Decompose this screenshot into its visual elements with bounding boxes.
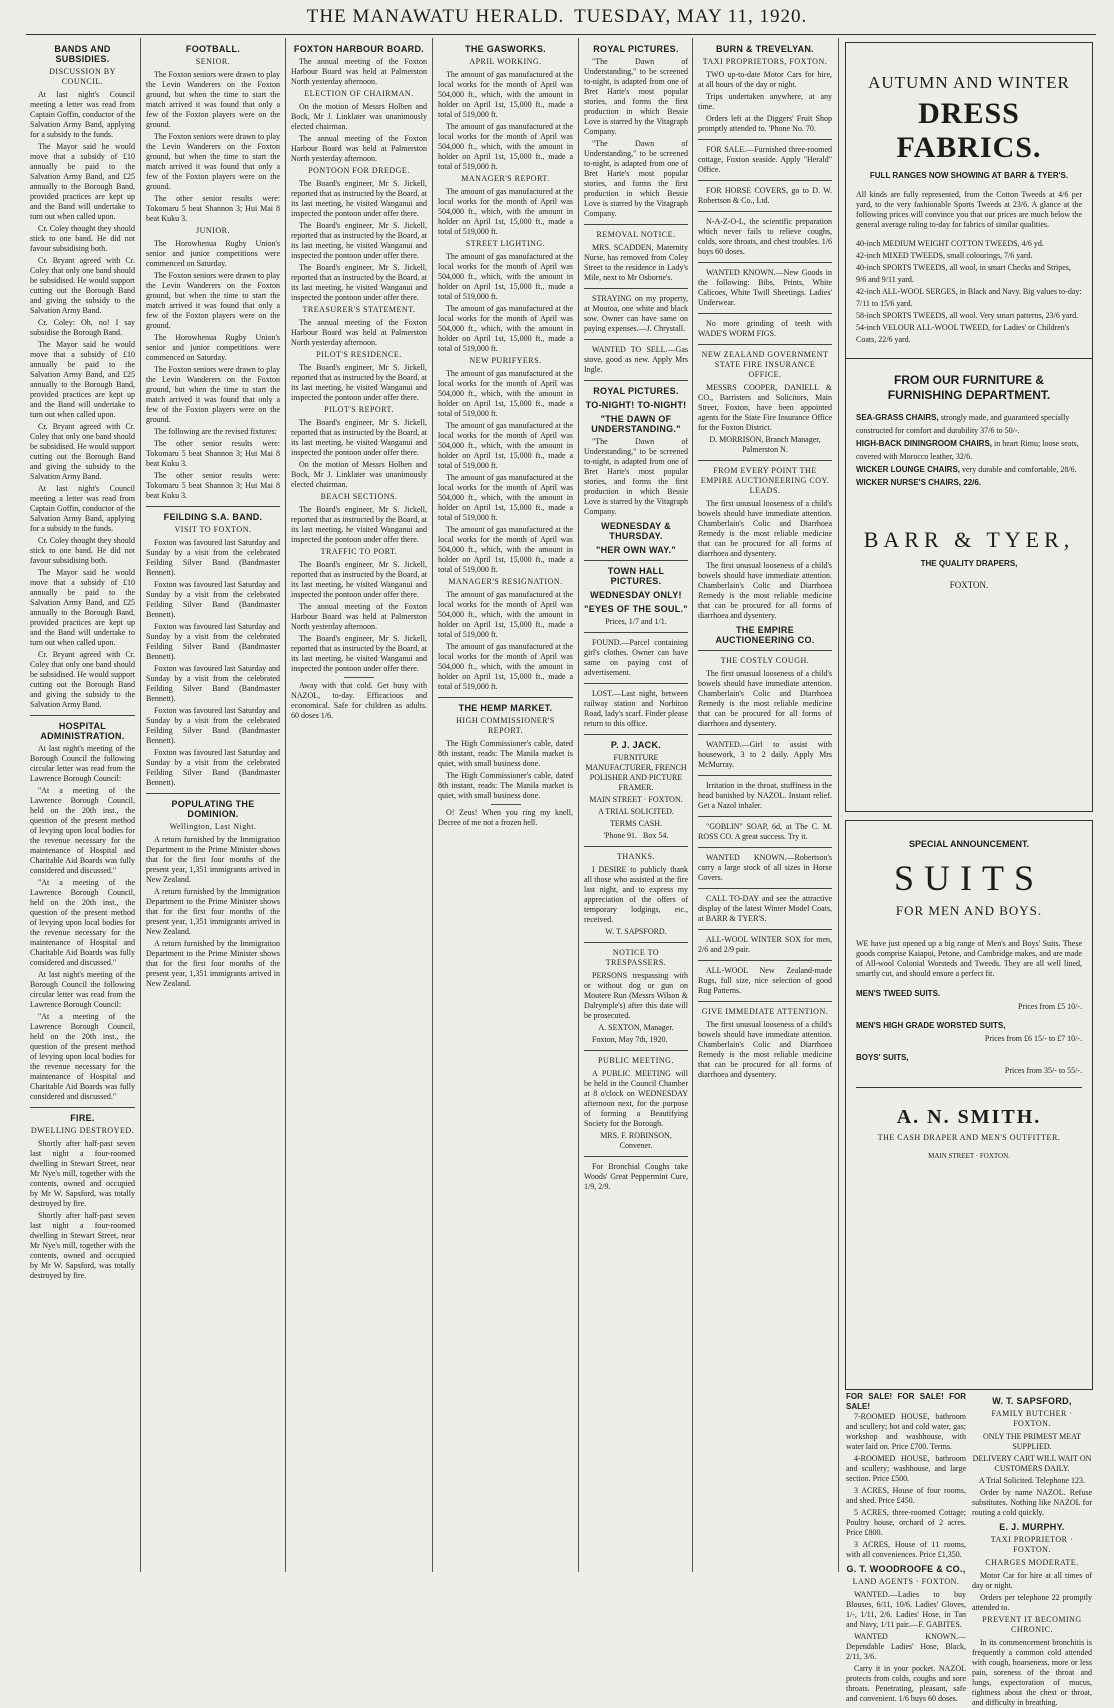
article-paragraph: The Mayor said he would move that a subsidy of £10 annually be paid to the Salvation Army Band, and £25 annually to the Borough Band, provided practices are kept up and the Band will undertake to turn out when called upon. bbox=[30, 142, 135, 221]
butcher-sub: FAMILY BUTCHER · FOXTON. bbox=[991, 1409, 1073, 1428]
article-paragraph: Cr. Bryant agreed with Cr. Coley that only one band should be subsidised. He would support cutting out the Borough Band and giving the subsidy to the Salvation Army Band. bbox=[30, 650, 135, 709]
classified-ad: Motor Car for hire at all times of day or night. bbox=[972, 1571, 1092, 1590]
classified-ad: I DESIRE to publicly thank all those who assisted at the fire last night, and to express my appreciation of the offers of temporary lodgings, etc., received. bbox=[584, 865, 688, 924]
for-sale-labels bbox=[846, 1392, 966, 1412]
divider bbox=[146, 506, 280, 507]
article-paragraph: The Foxton seniors were drawn to play the Levin Wanderers on the Foxton ground, but when the time to start the match arrived it was found that only a few of the Foxton players were on the ground. bbox=[146, 365, 280, 424]
empire-name: THE EMPIRE AUCTIONEERING CO. bbox=[715, 625, 815, 645]
cinema-tonight: TO-NIGHT! TO-NIGHT! bbox=[585, 400, 687, 410]
for-sale-label: FOR SALE! bbox=[897, 1392, 944, 1401]
price-line: 40-inch MEDIUM WEIGHT COTTON TWEEDS, 4/6 yd. bbox=[856, 239, 1044, 248]
smith-suits-advertisement bbox=[845, 820, 1093, 1390]
article-paragraph: Cr. Coley thought they should stick to one band. He did not favour subsidising both. bbox=[30, 536, 135, 565]
removal-notice-heading: REMOVAL NOTICE. bbox=[596, 230, 676, 239]
article-paragraph: A return furnished by the Immigration Department to the Prime Minister shows that for the first four months of the present year, 1,351 immigrants arrived in New Zealand. bbox=[146, 887, 280, 936]
subhead: VISIT TO FOXTON. bbox=[174, 525, 252, 534]
article-paragraph: The High Commissioner's cable, dated 8th instant, reads: The Manila market is quiet, with small business done. bbox=[438, 771, 573, 800]
article-paragraph: Cr. Bryant agreed with Cr. Coley that only one band should be subsidised. He would support cutting out the Borough Band and giving the subsidy to the Salvation Army Band. bbox=[30, 422, 135, 481]
headline-populating: POPULATING THE DOMINION. bbox=[171, 799, 255, 819]
divider bbox=[584, 1050, 688, 1051]
column-4 bbox=[438, 40, 573, 1570]
divider bbox=[698, 262, 832, 263]
town-hall-day: WEDNESDAY ONLY! bbox=[590, 590, 682, 600]
signature: D. MORRISON, Branch Manager, Palmerston N. bbox=[709, 435, 821, 454]
ad-body: WE have just opened up a big range of Men's and Boys' Suits. These goods comprise Kaiapoi, Petone, and Cambridge makes, and are made of All-wool Colonial Worsteds and Tweeds. They are all well lined, smartly cut, and should ensure a perfect fit. bbox=[856, 939, 1082, 978]
classified-ad: Order by name NAZOL. Refuse substitutes. Nothing like NAZOL for routing a cold quickly. bbox=[972, 1488, 1092, 1517]
article-paragraph: "The Dawn of Understanding," to be screened to-night, is adapted from one of Bret Harte's most popular stories, and forms the first production in which Bessie Love is starred by the Vitagraph Company. bbox=[584, 139, 688, 218]
headline-royal-pictures: ROYAL PICTURES. bbox=[593, 44, 679, 54]
divider bbox=[584, 1156, 688, 1157]
agent-name: G. T. WOODROOFE & CO., bbox=[846, 1564, 966, 1574]
furniture-item bbox=[846, 411, 1092, 437]
classified-ad: WANTED KNOWN.—Robertson's carry a large stock of all sizes in Horse Covers. bbox=[698, 853, 832, 882]
article-paragraph: On the motion of Messrs Holben and Bock, Mr J. Linklater was unanimously elected chairman. bbox=[291, 460, 427, 489]
butcher-column bbox=[972, 1392, 1092, 1707]
article-paragraph: A return furnished by the Immigration Department to the Prime Minister shows that for the first four months of the present year, 1,351 immigrants arrived in New Zealand. bbox=[146, 939, 280, 988]
article-paragraph: The other senior results were: Tokomaru 5 beat Shannon 3; Hui Mai 8 beat Kuku 3. bbox=[146, 439, 280, 468]
article-paragraph: The Board's engineer, Mr S. Jickell, reported that as instructed by the Board, at its last meeting, he visited Wanganui and inspected the pontoon under offer there. bbox=[291, 263, 427, 302]
article-paragraph: Cr. Coley thought they should stick to one band. He did not favour subsidising both. bbox=[30, 224, 135, 253]
subhead: TAXI PROPRIETORS, FOXTON. bbox=[702, 57, 828, 66]
furniture-item bbox=[846, 463, 1092, 476]
town-hall-film: "EYES OF THE SOUL." bbox=[584, 604, 688, 614]
jack-trade: FURNITURE MANUFACTURER, FRENCH POLISHER AND PICTURE FRAMER. bbox=[585, 753, 687, 792]
divider bbox=[584, 734, 688, 735]
signature: MRS. F. ROBINSON, Convener. bbox=[600, 1131, 672, 1150]
article-paragraph: Foxton was favoured last Saturday and Sunday by a visit from the celebrated Feilding Silver Band (Bandmaster Bennett). bbox=[146, 538, 280, 577]
article-paragraph: The Horowhenua Rugby Union's senior and junior competitions were commenced on Saturday. bbox=[146, 239, 280, 268]
cough-heading: THE COSTLY COUGH. bbox=[720, 656, 810, 665]
price-line: 40-inch SPORTS TWEEDS, all wool, in smart Checks and Stripes, 9/6 and 9/11 yard. bbox=[856, 263, 1071, 284]
column-5 bbox=[584, 40, 688, 1570]
price-line: 42-inch ALL-WOOL SERGES, in Black and Navy. Big values to-day: 7/11 to 15/6 yard. bbox=[856, 287, 1082, 308]
nazol-notice: Away with that cold. Get busy with NAZOL, to-day. Efficacious and economical. Safe for children as adults. 60 doses 1/6. bbox=[291, 681, 427, 720]
article-paragraph: The amount of gas manufactured at the local works for the month of April was 504,000 ft., which, with the amount in holder on April 1st, 15,000 ft., made a total of 519,000 ft. bbox=[438, 304, 573, 353]
classified-ad: STRAYING on my property, at Moutoa, one white and black sow. Owner can have same on paying expenses.—J. Chrystall. bbox=[584, 294, 688, 333]
column-rule bbox=[140, 38, 141, 1572]
divider bbox=[698, 816, 832, 817]
subhead: NEW PURIFYERS. bbox=[469, 356, 542, 365]
divider bbox=[856, 1087, 1082, 1088]
column-3 bbox=[291, 40, 427, 1570]
suit-line bbox=[846, 1051, 1092, 1064]
for-sale-label: FOR SALE! bbox=[846, 1392, 966, 1411]
article-paragraph: The amount of gas manufactured at the local works for the month of April was 504,000 ft., which, with the amount in holder on April 1st, 15,000 ft., made a total of 519,000 ft. bbox=[438, 525, 573, 574]
article-paragraph: The other senior results were: Tokomaru 5 beat Shannon 3; Hui Mai 8 beat Kuku 3. bbox=[146, 194, 280, 223]
town-hall-heading: TOWN HALL PICTURES. bbox=[607, 566, 665, 586]
divider bbox=[698, 960, 832, 961]
classified-ad: TWO up-to-date Motor Cars for hire, at all hours of the day or night. bbox=[698, 70, 832, 89]
column-rule bbox=[285, 38, 286, 1572]
divider bbox=[491, 804, 521, 805]
store-name: A. N. SMITH. bbox=[896, 1106, 1042, 1128]
article-paragraph: Shortly after half-past seven last night a four-roomed dwelling in Stewart Street, near Mr Nye's mill, together with the contents, owned and occupied by Mr W. Sapsford, was totally destroyed by fire. bbox=[30, 1211, 135, 1280]
headline-gasworks: THE GASWORKS. bbox=[465, 44, 546, 54]
chronic-heading: PREVENT IT BECOMING CHRONIC. bbox=[982, 1615, 1082, 1634]
divider bbox=[698, 460, 832, 461]
article-paragraph: The amount of gas manufactured at the local works for the month of April was 504,000 ft., which, with the amount in holder on April 1st, 15,000 ft., made a total of 519,000 ft. bbox=[438, 70, 573, 119]
subhead: APRIL WORKING. bbox=[469, 57, 542, 66]
subhead: SENIOR. bbox=[195, 57, 231, 66]
divider bbox=[698, 650, 832, 651]
suit-line bbox=[846, 987, 1092, 1000]
article-paragraph: The amount of gas manufactured at the local works for the month of April was 504,000 ft., which, with the amount in holder on April 1st, 15,000 ft., made a total of 519,000 ft. bbox=[438, 590, 573, 639]
article-paragraph: The annual meeting of the Foxton Harbour Board was held at Palmerston North yesterday afternoon. bbox=[291, 602, 427, 631]
column-rule bbox=[838, 38, 839, 1572]
property-listing: 4-ROOMED HOUSE, bathroom and scullery; washhouse, and large section. Price £500. bbox=[846, 1454, 966, 1483]
furniture-item-name: WICKER LOUNGE CHAIRS, bbox=[856, 465, 960, 474]
divider bbox=[30, 715, 135, 716]
headline-hospital: HOSPITAL ADMINISTRATION. bbox=[40, 721, 125, 741]
price-line: 54-inch VELOUR ALL-WOOL TWEED, for Ladies' or Children's Coats, 22/6 yard. bbox=[856, 323, 1070, 344]
butcher-name: W. T. SAPSFORD, bbox=[992, 1396, 1072, 1406]
article-paragraph: The annual meeting of the Foxton Harbour Board was held at Palmerston North yesterday afternoon. bbox=[291, 57, 427, 86]
store-tagline: THE CASH DRAPER AND MEN'S OUTFITTER. bbox=[877, 1133, 1061, 1142]
prices: Prices, 1/7 and 1/1. bbox=[605, 617, 667, 626]
cinema-film-title: "HER OWN WAY." bbox=[596, 545, 676, 555]
headline-football: FOOTBALL. bbox=[185, 44, 241, 54]
divider bbox=[584, 224, 688, 225]
classified-ad: ALL-WOOL New Zealand-made Rugs, full size, nice selection of good Rug Patterns. bbox=[698, 966, 832, 995]
cinema-days: WEDNESDAY & THURSDAY. bbox=[601, 521, 671, 541]
divider bbox=[584, 846, 688, 847]
suits-title: SUITS bbox=[893, 858, 1045, 898]
suit-type: BOYS' SUITS, bbox=[856, 1053, 909, 1062]
classified-ad: FOR HORSE COVERS, go to D. W. Robertson & Co., Ltd. bbox=[698, 186, 832, 205]
divider bbox=[698, 139, 832, 140]
article-paragraph: "The Dawn of Understanding," to be screened to-night, is adapted from one of Bret Harte's most popular stories, and forms the first production in which Bessie Love is starred by the Vitagraph Company. bbox=[584, 437, 688, 516]
suit-price: Prices from £5 10/-. bbox=[1018, 1002, 1082, 1011]
subhead: PILOT'S RESIDENCE. bbox=[316, 350, 402, 359]
classified-ad: WANTED.—Ladies to buy Blouses, 6/11, 10/6. Ladies' Gloves, 1/-, 1/11, 2/6. Ladies' Hose, in Tan and Navy, 1/11 pair.—F. GABITES. bbox=[846, 1590, 966, 1629]
column-1 bbox=[30, 40, 135, 1570]
insurance-heading: NEW ZEALAND GOVERNMENT STATE FIRE INSURANCE OFFICE. bbox=[701, 350, 829, 379]
store-address: MAIN STREET · FOXTON. bbox=[928, 1152, 1010, 1160]
divider bbox=[846, 358, 1092, 359]
divider bbox=[584, 560, 688, 561]
butcher-line: ONLY THE PRIMEST MEAT SUPPLIED. bbox=[983, 1432, 1081, 1451]
article-paragraph: The Board's engineer, Mr S. Jickell, reported that as instructed by the Board, at its last meeting, he visited Wanganui and inspected the pontoon under offer there. bbox=[291, 363, 427, 402]
classified-ad: FOR SALE.—Furnished three-roomed cottage, Foxton seaside. Apply "Herald" Office. bbox=[698, 145, 832, 174]
notice-date: Foxton, May 7th, 1920. bbox=[592, 1035, 668, 1044]
thanks-heading: THANKS. bbox=[617, 852, 655, 861]
ad-subtitle: FULL RANGES NOW SHOWING AT BARR & TYER'S. bbox=[869, 171, 1069, 180]
subhead: ELECTION OF CHAIRMAN. bbox=[304, 89, 414, 98]
subhead: HIGH COMMISSIONER'S REPORT. bbox=[456, 716, 555, 735]
classified-ad: MESSRS COOPER, DANIELL & CO., Barristers and Solicitors, Main Street, Foxton, have been appointed agents for the State Fire Insurance Office for the Foxton District. bbox=[698, 383, 832, 432]
divider bbox=[698, 211, 832, 212]
for-sale-column bbox=[846, 1392, 966, 1703]
barr-tyer-advertisement bbox=[845, 42, 1093, 812]
classified-ad: Trips undertaken anywhere, at any time. bbox=[698, 92, 832, 111]
poem: O! Zeus! When you ring my knell, Decree of me not a frozen hell. bbox=[438, 808, 573, 827]
subhead: TREASURER'S STATEMENT. bbox=[302, 305, 416, 314]
divider bbox=[698, 344, 832, 345]
classified-ad: N-A-Z-O-L, the scientific preparation which never fails to relieve coughs, colds, sore throats, and chest troubles. 1/6 buys 60 doses. bbox=[698, 217, 832, 256]
article-paragraph: Cr. Bryant agreed with Cr. Coley that only one band should be subsidised. He would support cutting out the Borough Band and giving the subsidy to the Salvation Army Band. bbox=[30, 256, 135, 315]
empire-heading: FROM EVERY POINT THE EMPIRE AUCTIONEERING COY. LEADS. bbox=[700, 466, 830, 495]
jack-phone: 'Phone 91. bbox=[603, 831, 638, 840]
article-paragraph: The other senior results were: Tokomaru 5 beat Shannon 3; Hui Mai 8 beat Kuku 3. bbox=[146, 471, 280, 500]
property-listing: 7-ROOMED HOUSE, bathroom and scullery; hot and cold water, gas; workshop and washhouse, with water laid on. Price £700. Terms. bbox=[846, 1412, 966, 1451]
suit-type: MEN'S TWEED SUITS. bbox=[856, 989, 941, 998]
divider bbox=[698, 734, 832, 735]
classified-ad: The first unusual looseness of a child's bowels should have immediate attention. Chamberlain's Colic and Diarrhoea Remedy is the most reliable medicine that can be procured for all forms of diarrhoea and dysentery. bbox=[698, 561, 832, 620]
murphy-sub: TAXI PROPRIETOR · FOXTON. bbox=[990, 1535, 1074, 1554]
classified-ad: CALL TO-DAY and see the attractive display of the latest Winter Model Coats, at BARR & TYER'S. bbox=[698, 894, 832, 923]
article-paragraph: The Board's engineer, Mr S. Jickell, reported that as instructed by the Board, at its last meeting, he visited Wanganui and inspected the pontoon under offer there. bbox=[291, 634, 427, 673]
classified-ad: MRS. SCADDEN, Maternity Nurse, has removed from Coley Street to the residence in Lady's Mile, next to Mr Osborne's. bbox=[584, 243, 688, 282]
masthead bbox=[0, 6, 1114, 32]
article-paragraph: The following are the revised fixtures: bbox=[154, 427, 277, 436]
headline-harbour-board: FOXTON HARBOUR BOARD. bbox=[293, 44, 425, 54]
divider bbox=[584, 632, 688, 633]
classified-ad: The first unusual looseness of a child's bowels should have immediate attention. Chamberlain's Colic and Diarrhoea Remedy is the most reliable medicine that can be procured for all forms of diarrhoea and dysentery. bbox=[698, 1020, 832, 1079]
furniture-item-name: HIGH-BACK DININGROOM CHAIRS, bbox=[856, 439, 992, 448]
trespass-heading: NOTICE TO TRESPASSERS. bbox=[605, 948, 667, 967]
divider bbox=[584, 683, 688, 684]
suit-price: Prices from £6 15/- to £7 10/-. bbox=[984, 1034, 1082, 1043]
divider bbox=[584, 288, 688, 289]
classified-ad: The first unusual looseness of a child's bowels should have immediate attention. Chamberlain's Colic and Diarrhoea Remedy is the most reliable medicine that can be procured for all forms of diarrhoea and dysentery. bbox=[698, 669, 832, 728]
article-paragraph: The amount of gas manufactured at the local works for the month of April was 504,000 ft., which, with the amount in holder on April 1st, 15,000 ft., made a total of 519,000 ft. bbox=[438, 122, 573, 171]
article-paragraph: The Board's engineer, Mr S. Jickell, reported that as instructed by the Board, at its last meeting, he visited Wanganui and inspected the pontoon under offer there. bbox=[291, 221, 427, 260]
furniture-item bbox=[846, 437, 1092, 463]
burn-trevelyan-heading: BURN & TREVELYAN. bbox=[716, 44, 814, 54]
store-name: BARR & TYER, bbox=[863, 527, 1075, 552]
article-paragraph: The Horowhenua Rugby Union's senior and junior competitions were commenced on Saturday. bbox=[146, 333, 280, 362]
classified-ad: WANTED KNOWN.—Dependable Ladies' Hose, Black, 2/11, 3/6. bbox=[846, 1632, 966, 1661]
subhead: STREET LIGHTING. bbox=[465, 239, 546, 248]
article-paragraph: The Board's engineer, Mr S. Jickell, reported that as instructed by the Board, at its last meeting, he visited Wanganui and inspected the pontoon under offer there. bbox=[291, 560, 427, 599]
article-paragraph: The amount of gas manufactured at the local works for the month of April was 504,000 ft., which, with the amount in holder on April 1st, 15,000 ft., made a total of 519,000 ft. bbox=[438, 421, 573, 470]
article-paragraph: "At a meeting of the Lawrence Borough Council, held on the 20th inst., the question of the present method of levying upon local bodies for the revenue necessary for the maintenance of Hospital and Charitable Aid Boards was fully considered and discussed." bbox=[30, 1012, 135, 1101]
column-2 bbox=[146, 40, 280, 1570]
article-paragraph: The annual meeting of the Foxton Harbour Board was held at Palmerston North yesterday afternoon. bbox=[291, 318, 427, 347]
article-paragraph: Foxton was favoured last Saturday and Sunday by a visit from the celebrated Feilding Silver Band (Bandmaster Bennett). bbox=[146, 580, 280, 619]
column-rule bbox=[692, 38, 693, 1572]
article-paragraph: The Board's engineer, Mr S. Jickell, reported that as instructed by the Board, at its last meeting, he visited Wanganui and inspected the pontoon under offer there. bbox=[291, 418, 427, 457]
suits-subtitle: FOR MEN AND BOYS. bbox=[895, 903, 1043, 918]
divider bbox=[698, 888, 832, 889]
divider bbox=[30, 1107, 135, 1108]
subhead: PONTOON FOR DREDGE. bbox=[308, 166, 410, 175]
property-listing: 5 ACRES, three-roomed Cottage; Poultry house, orchard of 2 acres. Price £800. bbox=[846, 1508, 966, 1537]
article-paragraph: The Board's engineer, Mr S. Jickell, reported that as instructed by the Board, at its last meeting, he visited Wanganui and inspected the pontoon under offer there. bbox=[291, 505, 427, 544]
butcher-line: A Trial Solicited. Telephone 123. bbox=[979, 1476, 1085, 1485]
article-paragraph: The Board's engineer, Mr S. Jickell, reported that as instructed by the Board, at its last meeting, he visited Wanganui and inspected the pontoon under offer there. bbox=[291, 179, 427, 218]
subhead: Wellington, Last Night. bbox=[169, 822, 257, 831]
article-paragraph: The amount of gas manufactured at the local works for the month of April was 504,000 ft., which, with the amount in holder on April 1st, 15,000 ft., made a total of 519,000 ft. bbox=[438, 252, 573, 301]
article-paragraph: "The Dawn of Understanding," to be screened to-night, is adapted from one of Bret Harte's most popular stories, and forms the first production in which Bessie Love is starred by the Vitagraph Company. bbox=[584, 57, 688, 136]
divider bbox=[584, 339, 688, 340]
subhead: DISCUSSION BY COUNCIL. bbox=[49, 67, 116, 86]
property-listing: 3 ACRES, House of four rooms, and shed. Price £450. bbox=[846, 1486, 966, 1505]
classified-ad: The first unusual looseness of a child's bowels should have immediate attention. Chamberlain's Colic and Diarrhoea Remedy is the most reliable medicine that can be procured for all forms of diarrhoea and dysentery. bbox=[698, 499, 832, 558]
article-paragraph: The Mayor said he would move that a subsidy of £10 annually be paid to the Salvation Army Band, and £25 annually to the Borough Band, provided practices are kept up and the Band will undertake to turn out when called upon. bbox=[30, 568, 135, 647]
article-paragraph: Foxton was favoured last Saturday and Sunday by a visit from the celebrated Feilding Silver Band (Bandmaster Bennett). bbox=[146, 622, 280, 661]
newspaper-title: THE MANAWATU HERALD. bbox=[306, 6, 565, 27]
furniture-item-name: SEA-GRASS CHAIRS, bbox=[856, 413, 939, 422]
article-paragraph: At last night's meeting of the Borough Council the following circular letter was read from the Lawrence Borough Council: bbox=[30, 744, 135, 783]
article-paragraph: "At a meeting of the Lawrence Borough Council, held on the 20th inst., the question of the present method of levying upon local bodies for the revenue necessary for the maintenance of Hospital and Charitable Aid Boards was fully considered and discussed." bbox=[30, 786, 135, 875]
article-paragraph: At last night's Council meeting a letter was read from Captain Goffin, conductor of the Salvation Army Band, applying for a subsidy to the funds. bbox=[30, 484, 135, 533]
headline-bands: BANDS AND SUBSIDIES. bbox=[54, 44, 111, 64]
article-paragraph: The Foxton seniors were drawn to play the Levin Wanderers on the Foxton ground, but when the time to start the match arrived it was found that only a few of the Foxton players were on the ground. bbox=[146, 271, 280, 330]
article-paragraph: The annual meeting of the Foxton Harbour Board was held at Palmerston North yesterday afternoon. bbox=[291, 134, 427, 163]
classified-ad: ALL-WOOL WINTER SOX for men, 2/6 and 2/9 pair. bbox=[698, 935, 832, 954]
article-paragraph: Shortly after half-past seven last night a four-roomed dwelling in Stewart Street, near Mr Nye's mill, together with the contents, owned and occupied by Mr W. Sapsford, was totally destroyed by fire. bbox=[30, 1139, 135, 1208]
jack-trial: A TRIAL SOLICITED. bbox=[598, 807, 674, 816]
cinema-film-title: "THE DAWN OF UNDERSTANDING." bbox=[591, 414, 681, 434]
ad-title-line1: AUTUMN AND WINTER bbox=[868, 73, 1070, 92]
classified-ad: In its commencement bronchitis is frequently a common cold attended with cough, hoarseness, more or less pain, soreness of the throat and lungs, expectoration of mucus, tightness about the chest or throat, and difficulty in breathing. bbox=[972, 1638, 1092, 1707]
murphy-charges: CHARGES MODERATE. bbox=[985, 1558, 1079, 1567]
classified-ad: Orders per telephone 22 promptly attended to. bbox=[972, 1593, 1092, 1612]
butcher-line: DELIVERY CART WILL WAIT ON CUSTOMERS DAILY. bbox=[972, 1454, 1092, 1473]
column-6 bbox=[698, 40, 832, 1570]
suit-line bbox=[846, 1019, 1092, 1032]
subhead: PILOT'S REPORT. bbox=[324, 405, 394, 414]
article-paragraph: The High Commissioner's cable, dated 8th instant, reads: The Manila market is quiet, with small business done. bbox=[438, 739, 573, 768]
classified-ad: FOUND.—Parcel containing girl's clothes. Owner can have same on paying cost of advertisement. bbox=[584, 638, 688, 677]
divider bbox=[698, 313, 832, 314]
divider bbox=[698, 847, 832, 848]
column-rule bbox=[432, 38, 433, 1572]
price-line: 42-inch MIXED TWEEDS, small colourings, 7/6 yard. bbox=[856, 251, 1033, 260]
jack-address: MAIN STREET · FOXTON. bbox=[589, 795, 683, 804]
jack-terms: TERMS CASH. bbox=[609, 819, 662, 828]
subhead: TRAFFIC TO PORT. bbox=[320, 547, 398, 556]
headline-hemp-market: THE HEMP MARKET. bbox=[458, 703, 553, 713]
subhead: MANAGER'S REPORT. bbox=[461, 174, 550, 183]
divider bbox=[698, 180, 832, 181]
classified-ad: For Bronchial Coughs take Woods' Great Peppermint Cure, 1/9, 2/9. bbox=[584, 1162, 688, 1191]
divider bbox=[698, 775, 832, 776]
classified-ad: Irritation in the throat, stuffiness in the head banished by NAZOL. Instant relief. Get a Nazol inhaler. bbox=[698, 781, 832, 810]
classified-ad: A PUBLIC MEETING will be held in the Council Chamber at 8 o'clock on WEDNESDAY afternoon next, for the purpose of forming a Beautifying Society for the Borough. bbox=[584, 1069, 688, 1128]
divider bbox=[146, 793, 280, 794]
jack-name: P. J. JACK. bbox=[610, 740, 662, 750]
special-announcement: SPECIAL ANNOUNCEMENT. bbox=[908, 839, 1029, 849]
classified-ad: WANTED TO SELL.—Gas stove, good as new. Apply Mrs Ingle. bbox=[584, 345, 688, 374]
ad-body: All kinds are fully represented, from the Cotton Tweeds at 4/6 per yard, to the very fashionable Sports Tweeds at 23/6. A glance at the following prices will convince you that our prices are much below the general average ruling to-day for fabrics of similar qualities. bbox=[856, 190, 1082, 229]
furniture-heading: FROM OUR FURNITURE & FURNISHING DEPARTMENT. bbox=[887, 373, 1051, 402]
article-paragraph: The amount of gas manufactured at the local works for the month of April was 504,000 ft., which, with the amount in holder on April 1st, 15,000 ft., made a total of 519,000 ft. bbox=[438, 187, 573, 236]
classified-ad: WANTED KNOWN.—New Goods in the following: Bibs, Prints, White Calicoes, White Twill Sheetings. Ladies' Underwear. bbox=[698, 268, 832, 307]
classified-ad: LOST.—Last night, between railway station and Norbiton Road, lady's scarf. Finder please return to this office. bbox=[584, 689, 688, 728]
property-listing: 3 ACRES, House of 11 rooms, with all conveniences. Price £1,350. bbox=[846, 1540, 966, 1559]
article-paragraph: A return furnished by the Immigration Department to the Prime Minister shows that for the first four months of the present year, 1,351 immigrants arrived in New Zealand. bbox=[146, 835, 280, 884]
classified-ad: No more grinding of teeth with WADE'S WORM FIGS. bbox=[698, 319, 832, 338]
cinema-ad-heading: ROYAL PICTURES. bbox=[593, 386, 679, 396]
classified-ad: PERSONS trespassing with or without dog or gun on Moutere Run (Messrs Wilson & Dalrymple's) after this date will be prosecuted. bbox=[584, 971, 688, 1020]
agent-sub: LAND AGENTS · FOXTON. bbox=[852, 1577, 960, 1586]
column-rule bbox=[578, 38, 579, 1572]
headline-fire: FIRE. bbox=[70, 1113, 95, 1123]
issue-date: TUESDAY, MAY 11, 1920. bbox=[574, 6, 808, 27]
attention-heading: GIVE IMMEDIATE ATTENTION. bbox=[701, 1007, 829, 1016]
article-paragraph: At last night's meeting of the Borough Council the following circular letter was read from the Lawrence Borough Council: bbox=[30, 970, 135, 1009]
public-meeting-heading: PUBLIC MEETING. bbox=[598, 1056, 674, 1065]
store-tagline: THE QUALITY DRAPERS, bbox=[920, 559, 1018, 568]
price-line: 58-inch SPORTS TWEEDS, all wool. Very smart patterns, 23/6 yard. bbox=[856, 311, 1079, 320]
subhead: BEACH SECTIONS. bbox=[320, 492, 398, 501]
store-town: FOXTON. bbox=[949, 580, 989, 590]
subhead: DWELLING DESTROYED. bbox=[30, 1126, 135, 1135]
for-sale-label: FOR SALE! bbox=[846, 1392, 893, 1401]
furniture-item-desc: strongly made, and guaranteed specially constructed for comfort and durability 37/6 to 50/-. bbox=[856, 413, 1070, 435]
classified-ad: WANTED.—Girl to assist with housework, 3 to 2 daily. Apply Mrs McMurray. bbox=[698, 740, 832, 769]
divider bbox=[584, 380, 688, 381]
classified-ad: Orders left at the Diggers' Fruit Shop promptly attended to. 'Phone No. 70. bbox=[698, 114, 832, 133]
suit-type: MEN'S HIGH GRADE WORSTED SUITS, bbox=[856, 1021, 1006, 1030]
signature: A. SEXTON, Manager. bbox=[598, 1023, 674, 1032]
jack-contact bbox=[584, 831, 688, 841]
article-paragraph: At last night's Council meeting a letter was read from Captain Goffin, conductor of the Salvation Army Band, applying for a subsidy to the funds. bbox=[30, 90, 135, 139]
article-paragraph: "At a meeting of the Lawrence Borough Council, held on the 20th inst., the question of the present method of levying upon local bodies for the revenue necessary for the maintenance of Hospital and Charitable Aid Boards was fully considered and discussed." bbox=[30, 878, 135, 967]
article-paragraph: Foxton was favoured last Saturday and Sunday by a visit from the celebrated Feilding Silver Band (Bandmaster Bennett). bbox=[146, 706, 280, 745]
suit-price: Prices from 35/- to 55/-. bbox=[1004, 1066, 1082, 1075]
furniture-item-desc: in heart Rimu; loose seats, covered with Morocco leather, 32/6. bbox=[856, 439, 1079, 461]
furniture-item-name: WICKER NURSE'S CHAIRS, 22/6. bbox=[856, 478, 982, 487]
article-paragraph: Foxton was favoured last Saturday and Sunday by a visit from the celebrated Feilding Silver Band (Bandmaster Bennett). bbox=[146, 664, 280, 703]
ad-title-line2: DRESS FABRICS. bbox=[896, 97, 1042, 164]
divider bbox=[438, 697, 573, 698]
subhead: MANAGER'S RESIGNATION. bbox=[448, 577, 563, 586]
article-paragraph: Cr. Coley: Oh, no! I say subsidise the Borough Band. bbox=[30, 318, 135, 337]
classified-ad: "GOBLIN" SOAP, 6d, at The C. M. ROSS CO. A great success. Try it. bbox=[698, 822, 832, 841]
headline-feilding-band: FEILDING S.A. BAND. bbox=[163, 512, 263, 522]
article-paragraph: The Mayor said he would move that a subsidy of £10 annually be paid to the Salvation Army Band, and £25 annually to the Borough Band, provided practices are kept up and the Band will undertake to turn out when called upon. bbox=[30, 340, 135, 419]
article-paragraph: The amount of gas manufactured at the local works for the month of April was 504,000 ft., which, with the amount in holder on April 1st, 15,000 ft., made a total of 519,000 ft. bbox=[438, 473, 573, 522]
article-paragraph: The Foxton seniors were drawn to play the Levin Wanderers on the Foxton ground, but when the time to start the match arrived it was found that only a few of the Foxton players were on the ground. bbox=[146, 132, 280, 191]
divider bbox=[584, 942, 688, 943]
article-paragraph: The Foxton seniors were drawn to play the Levin Wanderers on the Foxton ground, but when the time to start the match arrived it was found that only a few of the Foxton players were on the ground. bbox=[146, 70, 280, 129]
article-paragraph: The amount of gas manufactured at the local works for the month of April was 504,000 ft., which, with the amount in holder on April 1st, 15,000 ft., made a total of 519,000 ft. bbox=[438, 369, 573, 418]
signature: W. T. SAPSFORD. bbox=[605, 927, 667, 936]
article-paragraph: On the motion of Messrs Holben and Bock, Mr J. Linklater was unanimously elected chairman. bbox=[291, 102, 427, 131]
jack-box: Box 54. bbox=[643, 831, 669, 840]
article-paragraph: Foxton was favoured last Saturday and Sunday by a visit from the celebrated Feilding Silver Band (Bandmaster Bennett). bbox=[146, 748, 280, 787]
classified-ad: Carry it in your pocket. NAZOL protects from colds, coughs and sore throats. Penetrating, pleasant, safe and convenient. 1/6 buys 60 doses. bbox=[846, 1664, 966, 1703]
masthead-rule bbox=[26, 34, 1096, 35]
furniture-item-desc: very durable and comfortable, 28/6. bbox=[962, 465, 1077, 474]
murphy-name: E. J. MURPHY. bbox=[999, 1522, 1065, 1532]
divider bbox=[344, 677, 374, 678]
divider bbox=[698, 929, 832, 930]
divider bbox=[698, 1001, 832, 1002]
furniture-item bbox=[846, 476, 1092, 489]
article-paragraph: The amount of gas manufactured at the local works for the month of April was 504,000 ft., which, with the amount in holder on April 1st, 15,000 ft., made a total of 519,000 ft. bbox=[438, 642, 573, 691]
subhead: JUNIOR. bbox=[196, 226, 230, 235]
